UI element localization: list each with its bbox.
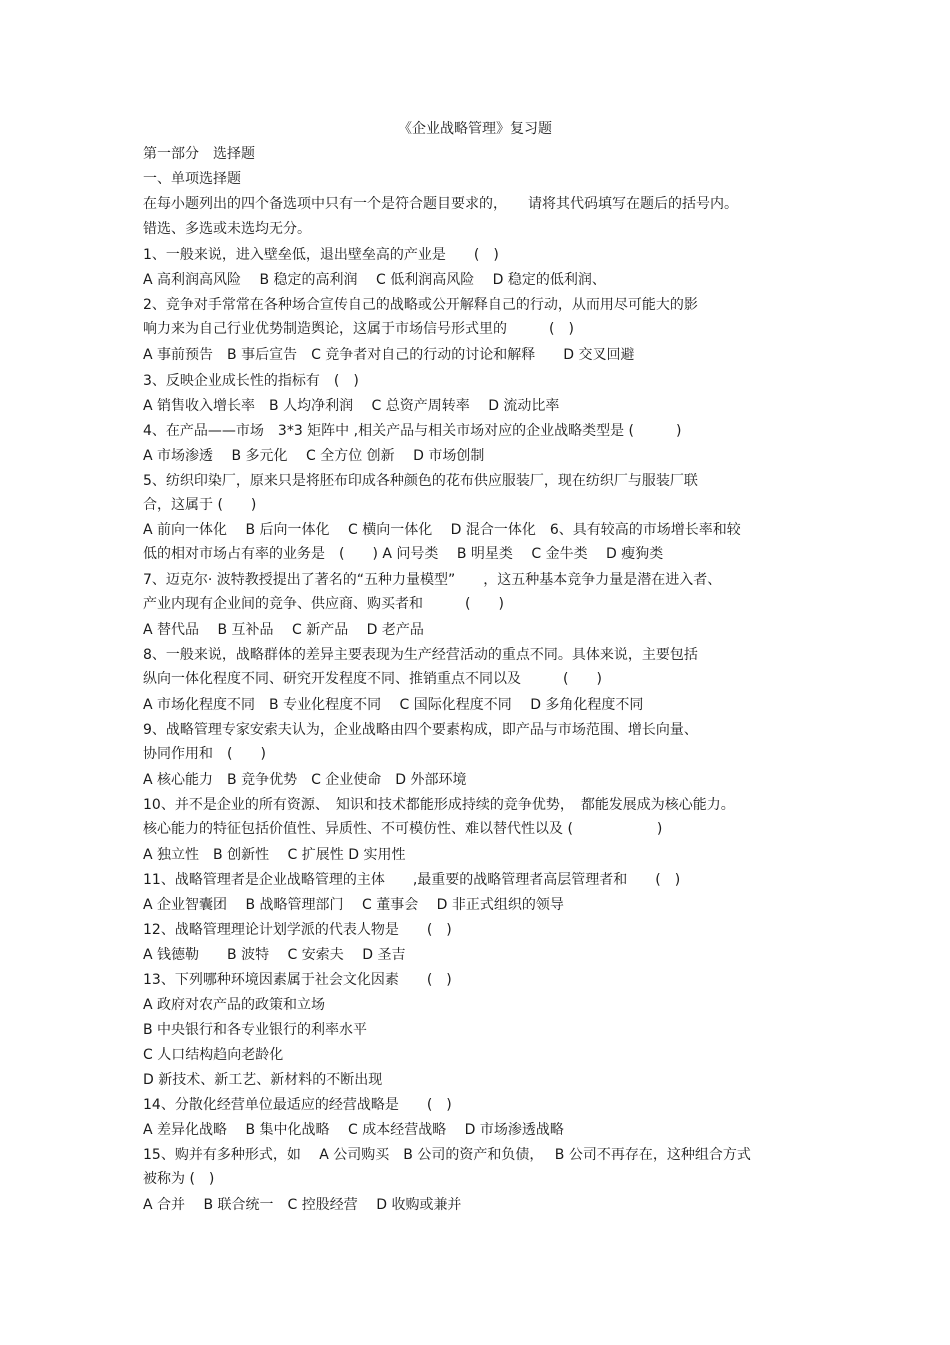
text-line: 产业内现有企业间的竞争、供应商、购买者和 ( )	[143, 596, 504, 612]
text-line: A 事前预告 B 事后宣告 C 竞争者对自己的行动的讨论和解释 D 交叉回避	[143, 347, 635, 363]
document-title: 《企业战略管理》复习题	[398, 121, 552, 137]
text-line: 11、战略管理者是企业战略管理的主体 ,最重要的战略管理者高层管理者和 ( )	[143, 872, 681, 888]
text-line: 协同作用和 ( )	[143, 746, 266, 762]
text-line: A 差异化战略 B 集中化战略 C 成本经营战略 D 市场渗透战略	[143, 1122, 564, 1138]
text-line: 第一部分 选择题	[143, 146, 255, 162]
text-line: A 销售收入增长率 B 人均净利润 C 总资产周转率 D 流动比率	[143, 398, 560, 414]
text-line: 4、在产品——市场 3*3 矩阵中 ,相关产品与相关市场对应的企业战略类型是 ( )	[143, 423, 682, 439]
text-line: A 企业智囊团 B 战略管理部门 C 董事会 D 非正式组织的领导	[143, 897, 564, 913]
text-line: C 人口结构趋向老龄化	[143, 1047, 284, 1063]
text-line: 14、分散化经营单位最适应的经营战略是 ( )	[143, 1097, 452, 1113]
text-line: 2、竞争对手常常在各种场合宣传自己的战略或公开解释自己的行动，从而用尽可能大的影	[143, 297, 698, 313]
text-line: B 中央银行和各专业银行的利率水平	[143, 1022, 368, 1038]
text-line: A 合并 B 联合统一 C 控股经营 D 收购或兼并	[143, 1197, 462, 1213]
text-line: A 市场渗透 B 多元化 C 全方位 创新 D 市场创制	[143, 448, 485, 464]
text-line: 错选、多选或未选均无分。	[143, 221, 311, 237]
text-line: D 新技术、新工艺、新材料的不断出现	[143, 1072, 383, 1088]
text-line: 核心能力的特征包括价值性、异质性、不可模仿性、难以替代性以及 ( )	[143, 821, 663, 837]
text-line: A 高利润高风险 B 稳定的高利润 C 低利润高风险 D 稳定的低利润、	[143, 272, 606, 288]
text-line: 响力来为自己行业优势制造舆论，这属于市场信号形式里的 ( )	[143, 321, 574, 337]
text-line: 12、战略管理理论计划学派的代表人物是 ( )	[143, 922, 452, 938]
text-line: 一、单项选择题	[143, 171, 241, 187]
text-line: 9、战略管理专家安索夫认为，企业战略由四个要素构成，即产品与市场范围、增长向量、	[143, 722, 698, 738]
text-line: A 政府对农产品的政策和立场	[143, 997, 326, 1013]
text-line: A 核心能力 B 竞争优势 C 企业使命 D 外部环境	[143, 772, 467, 788]
text-line: 在每小题列出的四个备选项中只有一个是符合题目要求的， 请将其代码填写在题后的括号内。	[143, 196, 738, 212]
text-line: 10、并不是企业的所有资源、 知识和技术都能形成持续的竞争优势， 都能发展成为核心能力。	[143, 797, 735, 813]
text-line: 低的相对市场占有率的业务是 ( ) A 问号类 B 明星类 C 金牛类 D 瘦狗类	[143, 546, 664, 562]
text-line: 15、购并有多种形式，如 A 公司购买 B 公司的资产和负债， B 公司不再存在，这种组合方式	[143, 1147, 751, 1163]
text-line: A 独立性 B 创新性 C 扩展性 D 实用性	[143, 847, 406, 863]
text-line: A 前向一体化 B 后向一体化 C 横向一体化 D 混合一体化 6、具有较高的市场增长率和较	[143, 522, 741, 538]
text-line: 7、迈克尔· 波特教授提出了著名的“五种力量模型” ，这五种基本竞争力量是潜在进入者、	[143, 572, 722, 588]
text-line: 5、纺织印染厂，原来只是将胚布印成各种颜色的花布供应服装厂，现在纺织厂与服装厂联	[143, 473, 698, 489]
text-line: 纵向一体化程度不同、研究开发程度不同、推销重点不同以及 ( )	[143, 671, 602, 687]
text-line: 被称为 ( )	[143, 1171, 215, 1187]
text-line: A 市场化程度不同 B 专业化程度不同 C 国际化程度不同 D 多角化程度不同	[143, 697, 644, 713]
text-line: A 替代品 B 互补品 C 新产品 D 老产品	[143, 622, 424, 638]
text-line: A 钱德勒 B 波特 C 安索夫 D 圣吉	[143, 947, 406, 963]
text-line: 13、下列哪种环境因素属于社会文化因素 ( )	[143, 972, 452, 988]
text-line: 合，这属于 ( )	[143, 497, 257, 513]
text-line: 8、一般来说，战略群体的差异主要表现为生产经营活动的重点不同。具体来说，主要包括	[143, 647, 698, 663]
text-line: 1、一般来说，进入壁垒低，退出壁垒高的产业是 ( )	[143, 247, 499, 263]
text-line: 3、反映企业成长性的指标有 ( )	[143, 373, 359, 389]
